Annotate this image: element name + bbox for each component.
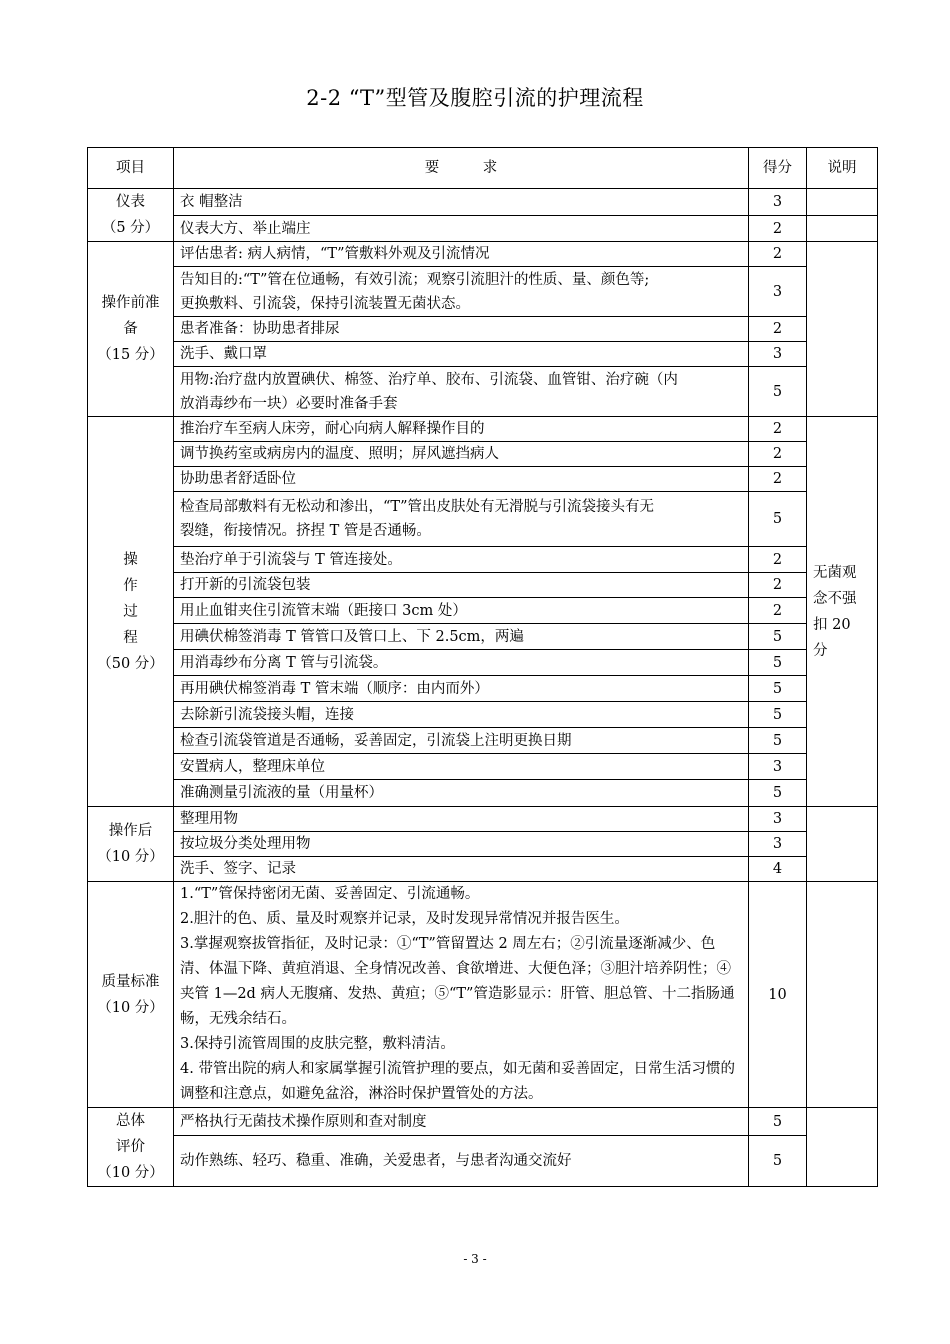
requirement-cell [174, 857, 749, 882]
requirement-text: 安置病人，整理床单位 [180, 758, 325, 775]
requirement-text: 更换敷料、引流袋，保持引流装置无菌状态。 [180, 295, 470, 312]
header-note: 说明 [807, 148, 878, 189]
requirement-cell [174, 573, 749, 598]
table-row [88, 467, 878, 492]
section-label [88, 242, 174, 417]
table-row [88, 624, 878, 650]
requirement-cell [174, 547, 749, 573]
requirement-cell [174, 807, 749, 832]
requirement-text: 用止血钳夹住引流管末端（距接口 3cm 处） [180, 602, 467, 619]
requirement-cell [174, 1136, 749, 1187]
table-row [88, 547, 878, 573]
score-cell: 2 [749, 467, 807, 492]
note-cell [807, 189, 878, 216]
score-cell: 5 [749, 367, 807, 417]
requirement-text: 告知目的:“T”管在位通畅，有效引流；观察引流胆汁的性质、量、颜色等; [180, 271, 650, 288]
score-cell: 2 [749, 317, 807, 342]
score-cell: 5 [749, 650, 807, 676]
note-cell: 无菌观 念不强 扣 20 分 [807, 417, 878, 807]
requirement-cell [174, 598, 749, 624]
requirement-text: 洗手、签字、记录 [180, 861, 296, 877]
score-cell: 2 [749, 547, 807, 573]
requirement-cell [174, 467, 749, 492]
table-row [88, 728, 878, 754]
requirement-cell [174, 342, 749, 367]
table-row [88, 317, 878, 342]
score-cell: 5 [749, 676, 807, 702]
table-row [88, 807, 878, 832]
requirement-cell [174, 650, 749, 676]
score-cell: 5 [749, 702, 807, 728]
table-row [88, 1108, 878, 1136]
requirement-text: 协助患者舒适卧位 [180, 471, 296, 487]
score-cell: 2 [749, 442, 807, 467]
score-cell: 5 [749, 624, 807, 650]
score-cell: 5 [749, 1108, 807, 1136]
table-row [88, 573, 878, 598]
table-row [88, 189, 878, 216]
section-label [88, 189, 174, 242]
requirement-text: 评估患者: 病人病情，“T”管敷料外观及引流情况 [180, 246, 490, 262]
table-row [88, 598, 878, 624]
table-row [88, 242, 878, 267]
table-row [88, 650, 878, 676]
section-label-text: 操作前准 备 （15 分） [97, 295, 164, 363]
requirement-cell [174, 754, 749, 780]
requirement-cell [174, 676, 749, 702]
score-cell: 2 [749, 216, 807, 242]
section-label [88, 882, 174, 1108]
requirement-cell [174, 780, 749, 807]
score-cell: 3 [749, 189, 807, 216]
table-row [88, 267, 878, 317]
requirement-cell [174, 1108, 749, 1136]
requirement-cell [174, 832, 749, 857]
requirement-cell [174, 216, 749, 242]
score-cell: 5 [749, 728, 807, 754]
score-cell: 5 [749, 492, 807, 547]
page-title: 2-2 “T”型管及腹腔引流的护理流程 [306, 86, 644, 110]
section-label-text: 操作后 （10 分） [97, 823, 164, 865]
requirement-text: 用物:治疗盘内放置碘伏、棉签、治疗单、胶布、引流袋、血管钳、治疗碗（内 [180, 371, 678, 388]
requirement-cell [174, 492, 749, 547]
table-row [88, 832, 878, 857]
table-row [88, 780, 878, 807]
requirement-text: 1.“T”管保持密闭无菌、妥善固定、引流通畅。 [180, 886, 480, 902]
requirement-cell [174, 702, 749, 728]
requirement-cell [174, 442, 749, 467]
requirement-text: 洗手、戴口罩 [180, 346, 267, 362]
header-score: 得分 [749, 148, 807, 189]
section-label-text: 操 作 过 程 （50 分） [97, 551, 164, 672]
section-label [88, 417, 174, 807]
requirement-text: 垫治疗单于引流袋与 T 管连接处。 [180, 551, 402, 568]
header-requirement: 要 求 [174, 148, 749, 189]
score-cell: 3 [749, 754, 807, 780]
requirement-text: 准确测量引流液的量（用量杯） [180, 785, 383, 801]
table-row [88, 216, 878, 242]
header-item: 项目 [88, 148, 174, 189]
section-label-text: 总体 评价 （10 分） [97, 1113, 164, 1181]
requirement-text: 衣 帽整洁 [180, 194, 243, 210]
table-row [88, 492, 878, 547]
table-row [88, 367, 878, 417]
note-cell [807, 882, 878, 1108]
requirement-text: 动作熟练、轻巧、稳重、准确，关爱患者，与患者沟通交流好 [180, 1153, 572, 1170]
table-row [88, 857, 878, 882]
score-cell: 2 [749, 417, 807, 442]
requirement-text: 放消毒纱布一块）必要时准备手套 [180, 395, 398, 412]
section-label-text: 质量标准 （10 分） [97, 973, 164, 1016]
requirement-text: 再用碘伏棉签消毒 T 管末端（顺序：由内而外） [180, 680, 489, 697]
requirement-cell [174, 624, 749, 650]
note-cell [807, 807, 878, 882]
requirement-text: 按垃圾分类处理用物 [180, 836, 311, 852]
table-row [88, 442, 878, 467]
score-cell: 10 [749, 882, 807, 1108]
requirement-text: 2.胆汁的色、质、量及时观察并记录，及时发现异常情况并报告医生。 [180, 911, 629, 927]
page-number: - 3 - [463, 1252, 487, 1266]
score-cell: 3 [749, 832, 807, 857]
note-cell [807, 1108, 878, 1187]
requirement-text: 检查引流袋管道是否通畅，妥善固定，引流袋上注明更换日期 [180, 732, 572, 749]
requirement-text: 严格执行无菌技术操作原则和查对制度 [180, 1113, 427, 1130]
score-cell: 2 [749, 598, 807, 624]
requirement-cell [174, 417, 749, 442]
requirement-text: 用碘伏棉签消毒 T 管管口及管口上、下 2.5cm，两遍 [180, 628, 524, 645]
score-cell: 5 [749, 780, 807, 807]
score-cell: 3 [749, 267, 807, 317]
requirement-text: 推治疗车至病人床旁，耐心向病人解释操作目的 [180, 421, 485, 437]
note-cell [807, 216, 878, 242]
requirement-cell [174, 242, 749, 267]
requirement-text: 检查局部敷料有无松动和渗出，“T”管出皮肤处有无滑脱与引流袋接头有无 [180, 499, 654, 515]
requirement-text: 去除新引流袋接头帽，连接 [180, 706, 354, 723]
requirement-cell [174, 267, 749, 317]
score-cell: 3 [749, 342, 807, 367]
table-row [88, 882, 878, 1108]
table-row [88, 754, 878, 780]
requirement-text: 3.掌握观察拔管指征，及时记录：①“T”管留置达 2 周左右；②引流量逐渐减少、色清、体温下降、黄疸消退、全身情况改善、食欲增进、大便色泽；③胆汁培养阴性；④夹管 1—2d 病人无腹痛、发热、黄疸；⑤“T”管造影显示：肝管、胆总管、十二指肠通畅，无残余结石。 [180, 936, 735, 1027]
requirement-text: 4. 带管出院的病人和家属掌握引流管护理的要点，如无菌和妥善固定，日常生活习惯的调整和注意点，如避免盆浴，淋浴时保护置管处的方法。 [180, 1061, 735, 1102]
score-cell: 2 [749, 242, 807, 267]
section-label [88, 807, 174, 882]
score-cell: 3 [749, 807, 807, 832]
requirement-text: 调节换药室或病房内的温度、照明；屏风遮挡病人 [180, 446, 499, 462]
requirement-text: 裂缝，衔接情况。挤捏 T 管是否通畅。 [180, 523, 431, 539]
table-row [88, 417, 878, 442]
requirement-cell [174, 882, 749, 1108]
requirement-cell [174, 189, 749, 216]
score-cell: 2 [749, 573, 807, 598]
score-cell: 5 [749, 1136, 807, 1187]
requirement-cell [174, 728, 749, 754]
section-label [88, 1108, 174, 1187]
score-cell: 4 [749, 857, 807, 882]
table-row [88, 676, 878, 702]
requirement-text: 患者准备：协助患者排尿 [180, 321, 340, 337]
requirement-text: 仪表大方、举止端庄 [180, 220, 311, 237]
table-header-row [88, 148, 878, 189]
note-cell [807, 242, 878, 417]
requirement-text: 用消毒纱布分离 T 管与引流袋。 [180, 654, 388, 671]
section-label-text: 仪表 （5 分） [101, 194, 160, 236]
requirement-cell [174, 367, 749, 417]
nursing-procedure-table [87, 147, 878, 1187]
requirement-cell [174, 317, 749, 342]
table-row [88, 702, 878, 728]
requirement-text: 整理用物 [180, 811, 238, 827]
table-row [88, 1136, 878, 1187]
requirement-text: 打开新的引流袋包装 [180, 577, 311, 593]
table-row [88, 342, 878, 367]
requirement-text: 3.保持引流管周围的皮肤完整，敷料清洁。 [180, 1036, 455, 1052]
